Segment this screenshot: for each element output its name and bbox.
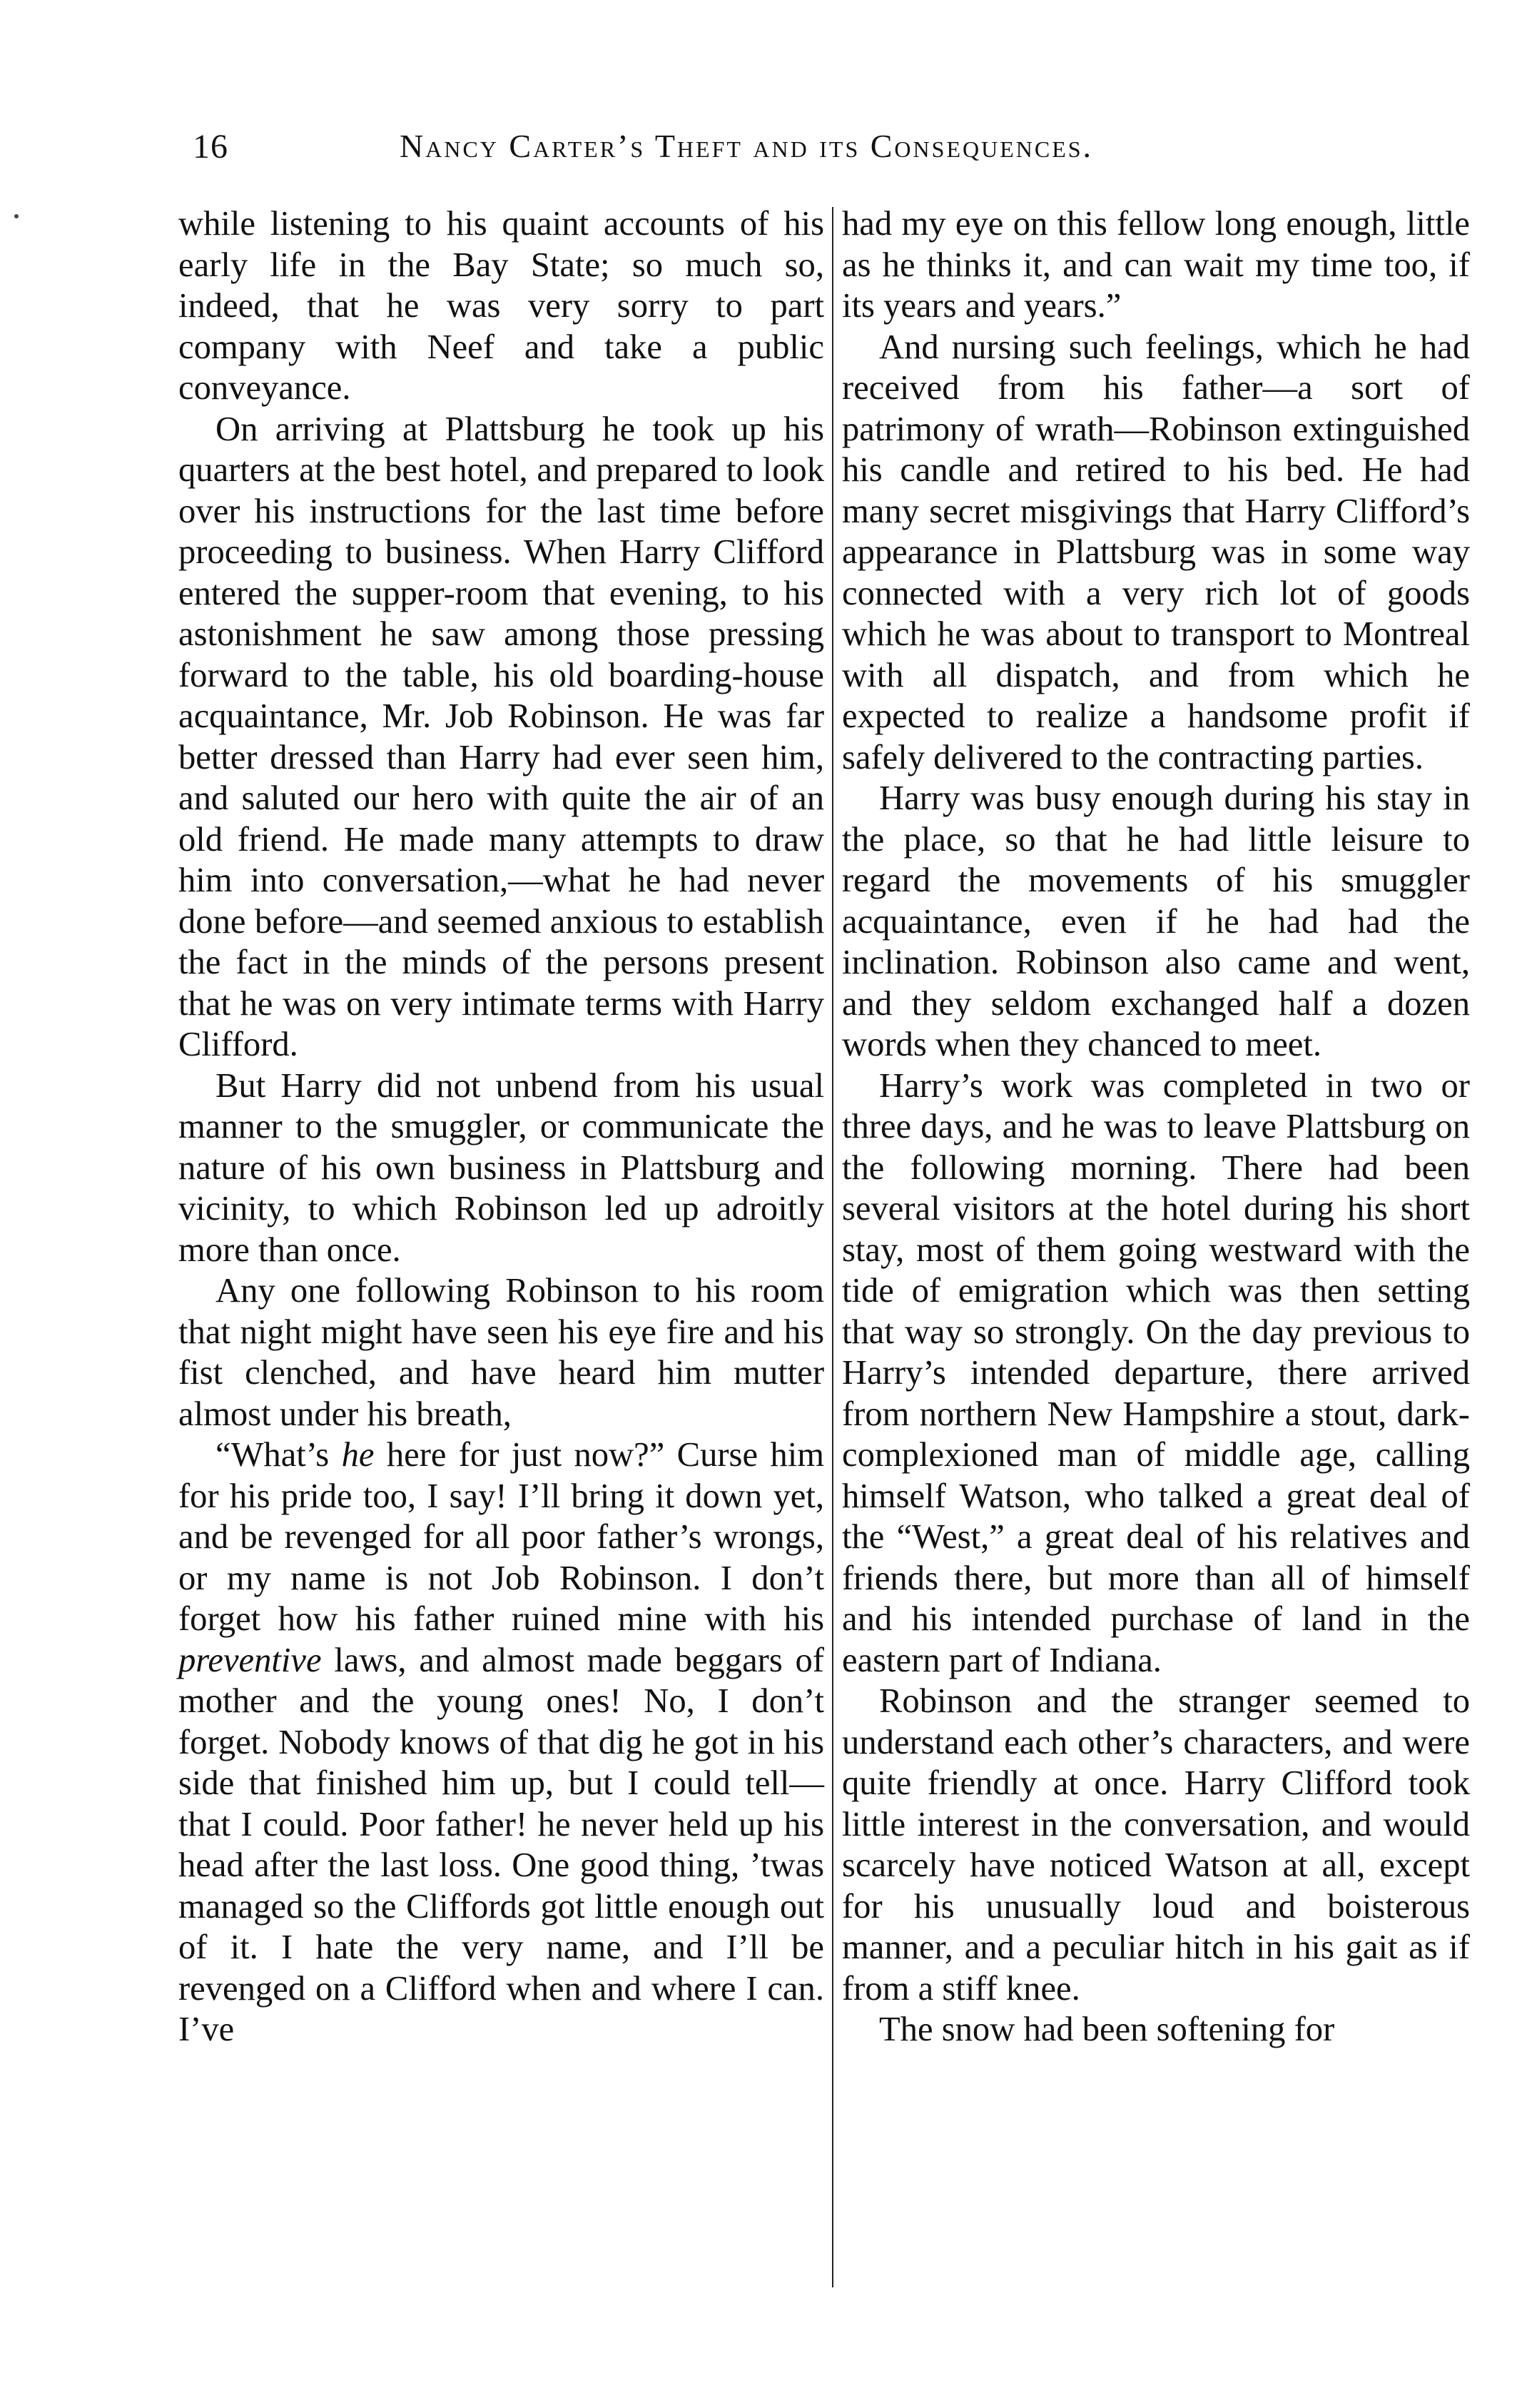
paragraph: Any one following Robinson to his room that night might have seen his eye fire and his fist clenched, and have heard him mutter almost under his breath,: [178, 1271, 824, 1433]
paragraph: Robinson and the stranger seemed to understand each other’s characters, and were quite friendly at once. Harry Clifford took little interest in the conversation, and would scarcely have noticed Watson at all, except for his unusually loud and boisterous manner, and a peculiar hitch in his gait as if from a stiff knee.: [842, 1681, 1470, 2008]
running-title: Nancy Carter’s Theft and its Consequences.: [400, 128, 1094, 164]
margin-speck: [14, 214, 19, 218]
paragraph: The snow had been softening for: [879, 2010, 1335, 2048]
paragraph: Harry’s work was completed in two or three days, and he was to leave Plattsburg on the following morning. There had been several visitors at the hotel during his short stay, most of them going westward with the tide of emigration which was then setting that way so strongly. On the day previous to Harry’s intended departure, there arrived from northern New Hampshire a stout, dark-complexioned man of middle age, calling himself Watson, who talked a great deal of the “West,” a great deal of his relatives and friends there, but more than all of himself and his intended purchase of land in the eastern part of Indiana.: [842, 1066, 1470, 1679]
paragraph: [178, 1435, 824, 2050]
right-column: [842, 203, 1470, 2366]
paragraph: And nursing such feelings, which he had received from his father—a sort of patrimony of wrath—Robinson extinguished his candle and retired to his bed. He had many secret misgivings that Harry Clifford’s appearance in Plattsburg was in some way connected with a very rich lot of goods which he was about to transport to Montreal with all dispatch, and from which he expected to realize a handsome profit if safely delivered to the contracting parties.: [842, 327, 1470, 776]
left-column: [178, 203, 824, 2366]
text-run: here for just now?” Curse him for his pride too, I say! I’ll bring it down yet, and be revenged for all poor father’s wrongs, or my name is not Job Robinson. I don’t forget how his father ruined mine with his: [178, 1435, 824, 1638]
italic-word: he: [341, 1435, 375, 1474]
paragraph: But Harry did not unbend from his usual manner to the smuggler, or communicate the nature of his own business in Plattsburg and vicinity, to which Robinson led up adroitly more than once.: [178, 1066, 824, 1269]
italic-word: preventive: [178, 1640, 322, 1679]
paragraph: On arriving at Plattsburg he took up his quarters at the best hotel, and prepared to look over his instructions for the last time before proceeding to business. When Harry Clifford entered the supper-room that evening, to his astonishment he saw among those pressing forward to the table, his old boarding-house acquaintance, Mr. Job Robinson. He was far better dressed than Harry had ever seen him, and saluted our hero with quite the air of an old friend. He made many attempts to draw him into conversation,—what he had never done before—and seemed anxious to establish the fact in the minds of the persons present that he was on very intimate terms with Harry Clifford.: [178, 409, 824, 1063]
text-run: “What’s: [215, 1435, 342, 1474]
paragraph: had my eye on this fellow long enough, little as he thinks it, and can wait my time too, if its years and years.”: [842, 204, 1470, 325]
page-number: 16: [193, 128, 228, 166]
text-run: laws, and almost made beggars of mother and the young ones! No, I don’t forget. Nobody knows of that dig he got in his side that finished him up, but I could tell—that I could. Poor father! he never held up his head after the last loss. One good thing, ’twas managed so the Cliffords got little enough out of it. I hate the very name, and I’ll be revenged on a Clifford when and where I can. I’ve: [178, 1640, 824, 2048]
paragraph: while listening to his quaint accounts of his early life in the Bay State; so much so, indeed, that he was very sorry to part company with Neef and take a public conveyance.: [178, 204, 824, 407]
paragraph: Harry was busy enough during his stay in the place, so that he had little leisure to regard the movements of his smuggler acquaintance, even if he had had the inclination. Robinson also came and went, and they seldom exchanged half a dozen words when they chanced to meet.: [842, 779, 1470, 1063]
column-divider: [832, 207, 833, 2287]
